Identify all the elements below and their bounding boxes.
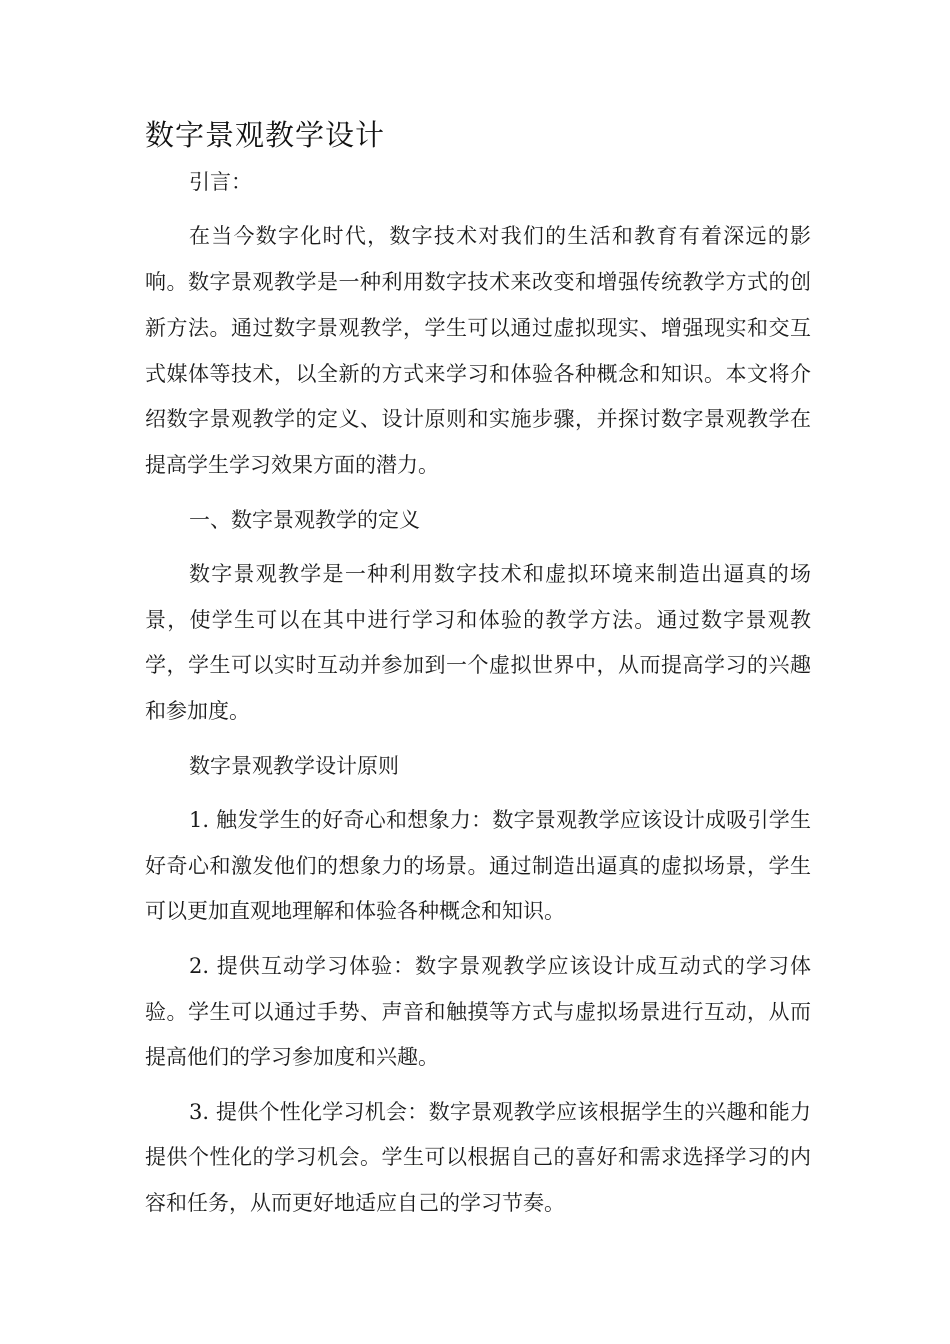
principle-item-1: 1. 触发学生的好奇心和想象力：数字景观教学应该设计成吸引学生好奇心和激发他们的想象力的场景。通过制造出逼真的虚拟场景，学生可以更加直观地理解和体验各种概念和知识。	[145, 807, 811, 924]
paragraph-intro: 在当今数字化时代，数字技术对我们的生活和教育有着深远的影响。数字景观教学是一种利用数字技术来改变和增强传统教学方式的创新方法。通过数字景观教学，学生可以通过虚拟现实、增强现实和交互式媒体等技术，以全新的方式来学习和体验各种概念和知识。本文将介绍数字景观教学的定义、设计原则和实施步骤，并探讨数字景观教学在提高学生学习效果方面的潜力。	[145, 224, 811, 478]
document-body	[145, 160, 811, 1236]
document-title: 数字景观教学设计	[145, 118, 386, 152]
principle-item-2: 2. 提供互动学习体验：数字景观教学应该设计成互动式的学习体验。学生可以通过手势、声音和触摸等方式与虚拟场景进行互动，从而提高他们的学习参加度和兴趣。	[145, 953, 811, 1070]
section-heading-principles: 数字景观教学设计原则	[189, 753, 399, 778]
paragraph-definition: 数字景观教学是一种利用数字技术和虚拟环境来制造出逼真的场景，使学生可以在其中进行学习和体验的教学方法。通过数字景观教学，学生可以实时互动并参加到一个虚拟世界中，从而提高学习的兴趣和参加度。	[145, 561, 811, 724]
principle-item-3: 3. 提供个性化学习机会：数字景观教学应该根据学生的兴趣和能力提供个性化的学习机会。学生可以根据自己的喜好和需求选择学习的内容和任务，从而更好地适应自己的学习节奏。	[145, 1099, 811, 1216]
section-heading-definition: 一、数字景观教学的定义	[189, 507, 420, 532]
paragraph-intro-heading: 引言：	[189, 170, 252, 194]
